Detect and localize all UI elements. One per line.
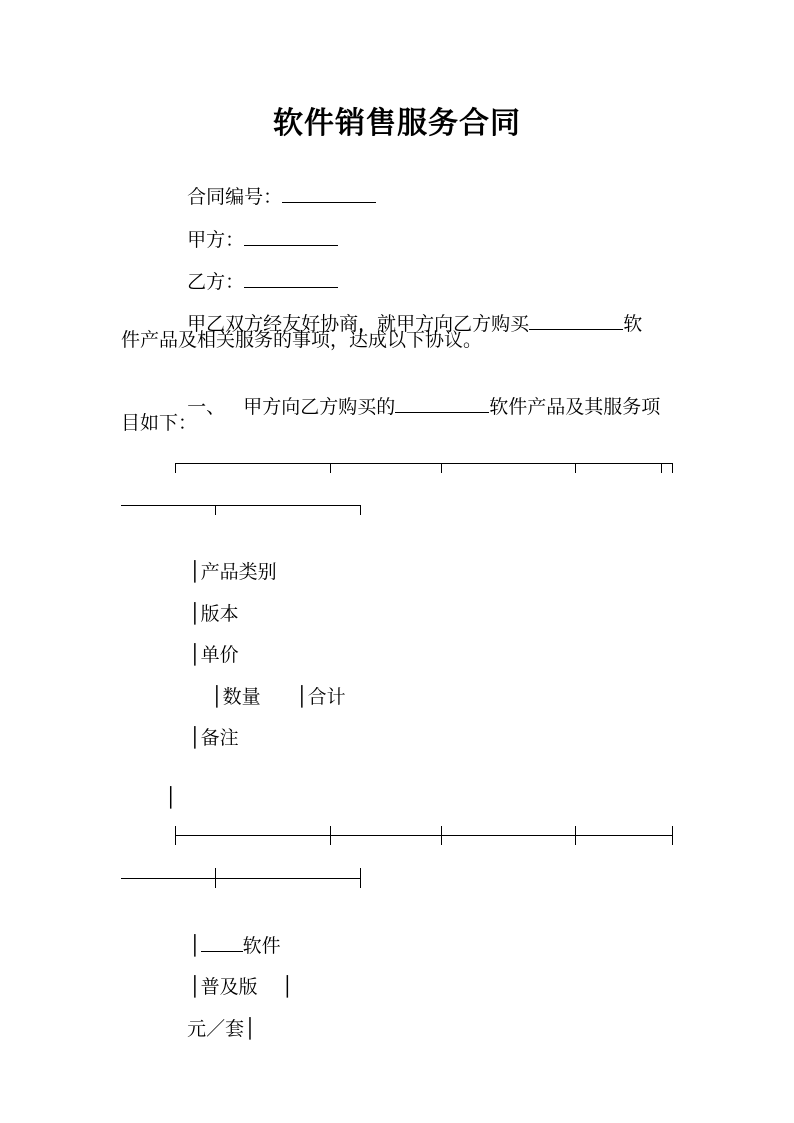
header-product-category: │产品类别: [189, 561, 277, 583]
intro-text-a: 甲乙双方经友好协商，就甲方向乙方购买: [187, 313, 530, 335]
row1-unit: 元／套│: [187, 1018, 256, 1040]
party-b-blank[interactable]: [244, 269, 338, 288]
contract-number-blank[interactable]: [282, 184, 376, 203]
section-1-number: 一、: [187, 396, 226, 418]
section-1-text-b: 软件产品及其服务项: [489, 396, 661, 418]
section-1-line: [163, 370, 660, 443]
table-bar: │: [165, 787, 177, 809]
party-a-blank[interactable]: [244, 227, 338, 246]
row1-version: │普及版 │: [189, 976, 294, 998]
contract-number-label: 合同编号：: [187, 186, 283, 208]
header-quantity: │数量: [211, 686, 261, 708]
row1-product: │ 软件: [189, 935, 281, 957]
header-version: │版本: [189, 603, 239, 625]
intro-text-b: 软: [623, 313, 643, 335]
section-1-line-2: 目如下：: [121, 412, 198, 434]
party-b-label: 乙方：: [187, 271, 245, 293]
header-unit-price: │单价: [189, 644, 239, 666]
software-name-blank[interactable]: [529, 311, 623, 330]
row1-product-blank[interactable]: [201, 933, 243, 952]
party-a-label: 甲方：: [187, 229, 245, 251]
section-1-text-a: 甲方向乙方购买的: [243, 396, 396, 418]
header-total: │合计: [296, 686, 346, 708]
section-1-software-blank[interactable]: [395, 394, 489, 413]
header-remarks: │备注: [189, 727, 239, 749]
document-title: 软件销售服务合同: [273, 106, 521, 141]
intro-line-2: 件产品及相关服务的事项，达成以下协议。: [121, 329, 483, 351]
